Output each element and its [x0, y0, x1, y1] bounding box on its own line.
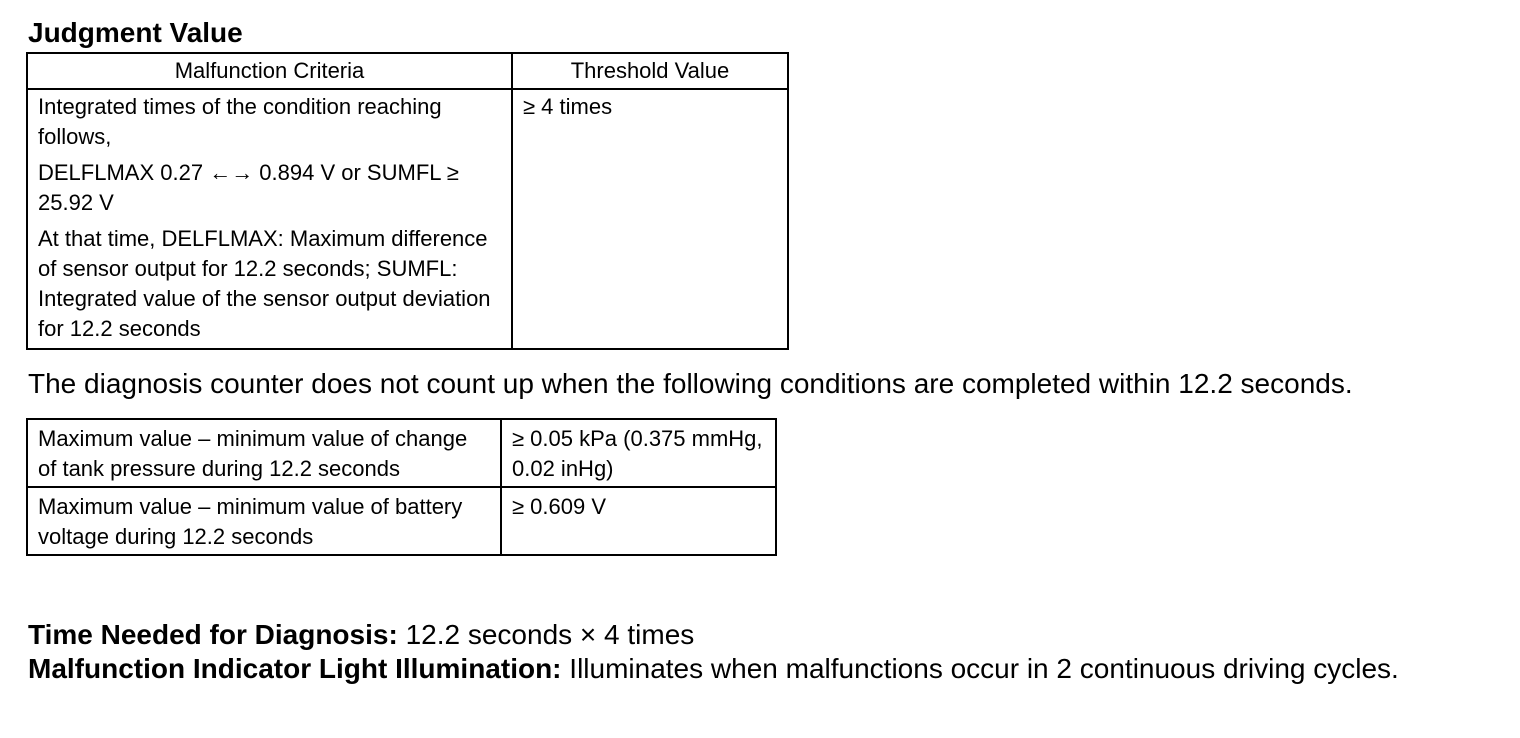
table-row [27, 89, 788, 349]
mil-label: Malfunction Indicator Light Illumination: [28, 653, 562, 684]
malfunction-criteria-header: Malfunction Criteria [27, 53, 512, 89]
table-row [27, 487, 776, 555]
mil-value: Illuminates when malfunctions occur in 2 continuous driving cycles. [569, 653, 1399, 684]
condition-cell: Maximum value – minimum value of battery voltage during 12.2 seconds [27, 487, 501, 555]
malfunction-criteria-cell [27, 89, 512, 349]
section-heading: Judgment Value [28, 17, 243, 48]
time-needed-value: 12.2 seconds × 4 times [405, 619, 695, 650]
condition-threshold-cell: ≥ 0.609 V [501, 487, 776, 555]
condition-cell: Maximum value – minimum value of change of tank pressure during 12.2 seconds [27, 419, 501, 487]
threshold-value-cell: ≥ 4 times [512, 89, 788, 349]
table-row [27, 419, 776, 487]
table-header-row [27, 53, 788, 89]
judgment-value-table [26, 52, 789, 350]
time-needed-line [28, 618, 694, 652]
time-needed-label: Time Needed for Diagnosis: [28, 619, 398, 650]
condition-threshold-cell: ≥ 0.05 kPa (0.375 mmHg, 0.02 inHg) [501, 419, 776, 487]
criteria-paragraph: At that time, DELFLMAX: Maximum difference of sensor output for 12.2 seconds; SUMFL: Integrated value of the sensor output deviation for 12.2 seconds [38, 226, 491, 341]
criteria-paragraph: DELFLMAX 0.27 ←→ 0.894 V or SUMFL ≥ 25.92 V [38, 160, 459, 215]
conditions-table [26, 418, 777, 556]
mil-illumination-line [28, 652, 1468, 686]
criteria-paragraph: Integrated times of the condition reaching follows, [38, 94, 442, 149]
threshold-value-header: Threshold Value [512, 53, 788, 89]
diagnosis-counter-note: The diagnosis counter does not count up when the following conditions are completed within 12.2 seconds. [28, 368, 1353, 399]
